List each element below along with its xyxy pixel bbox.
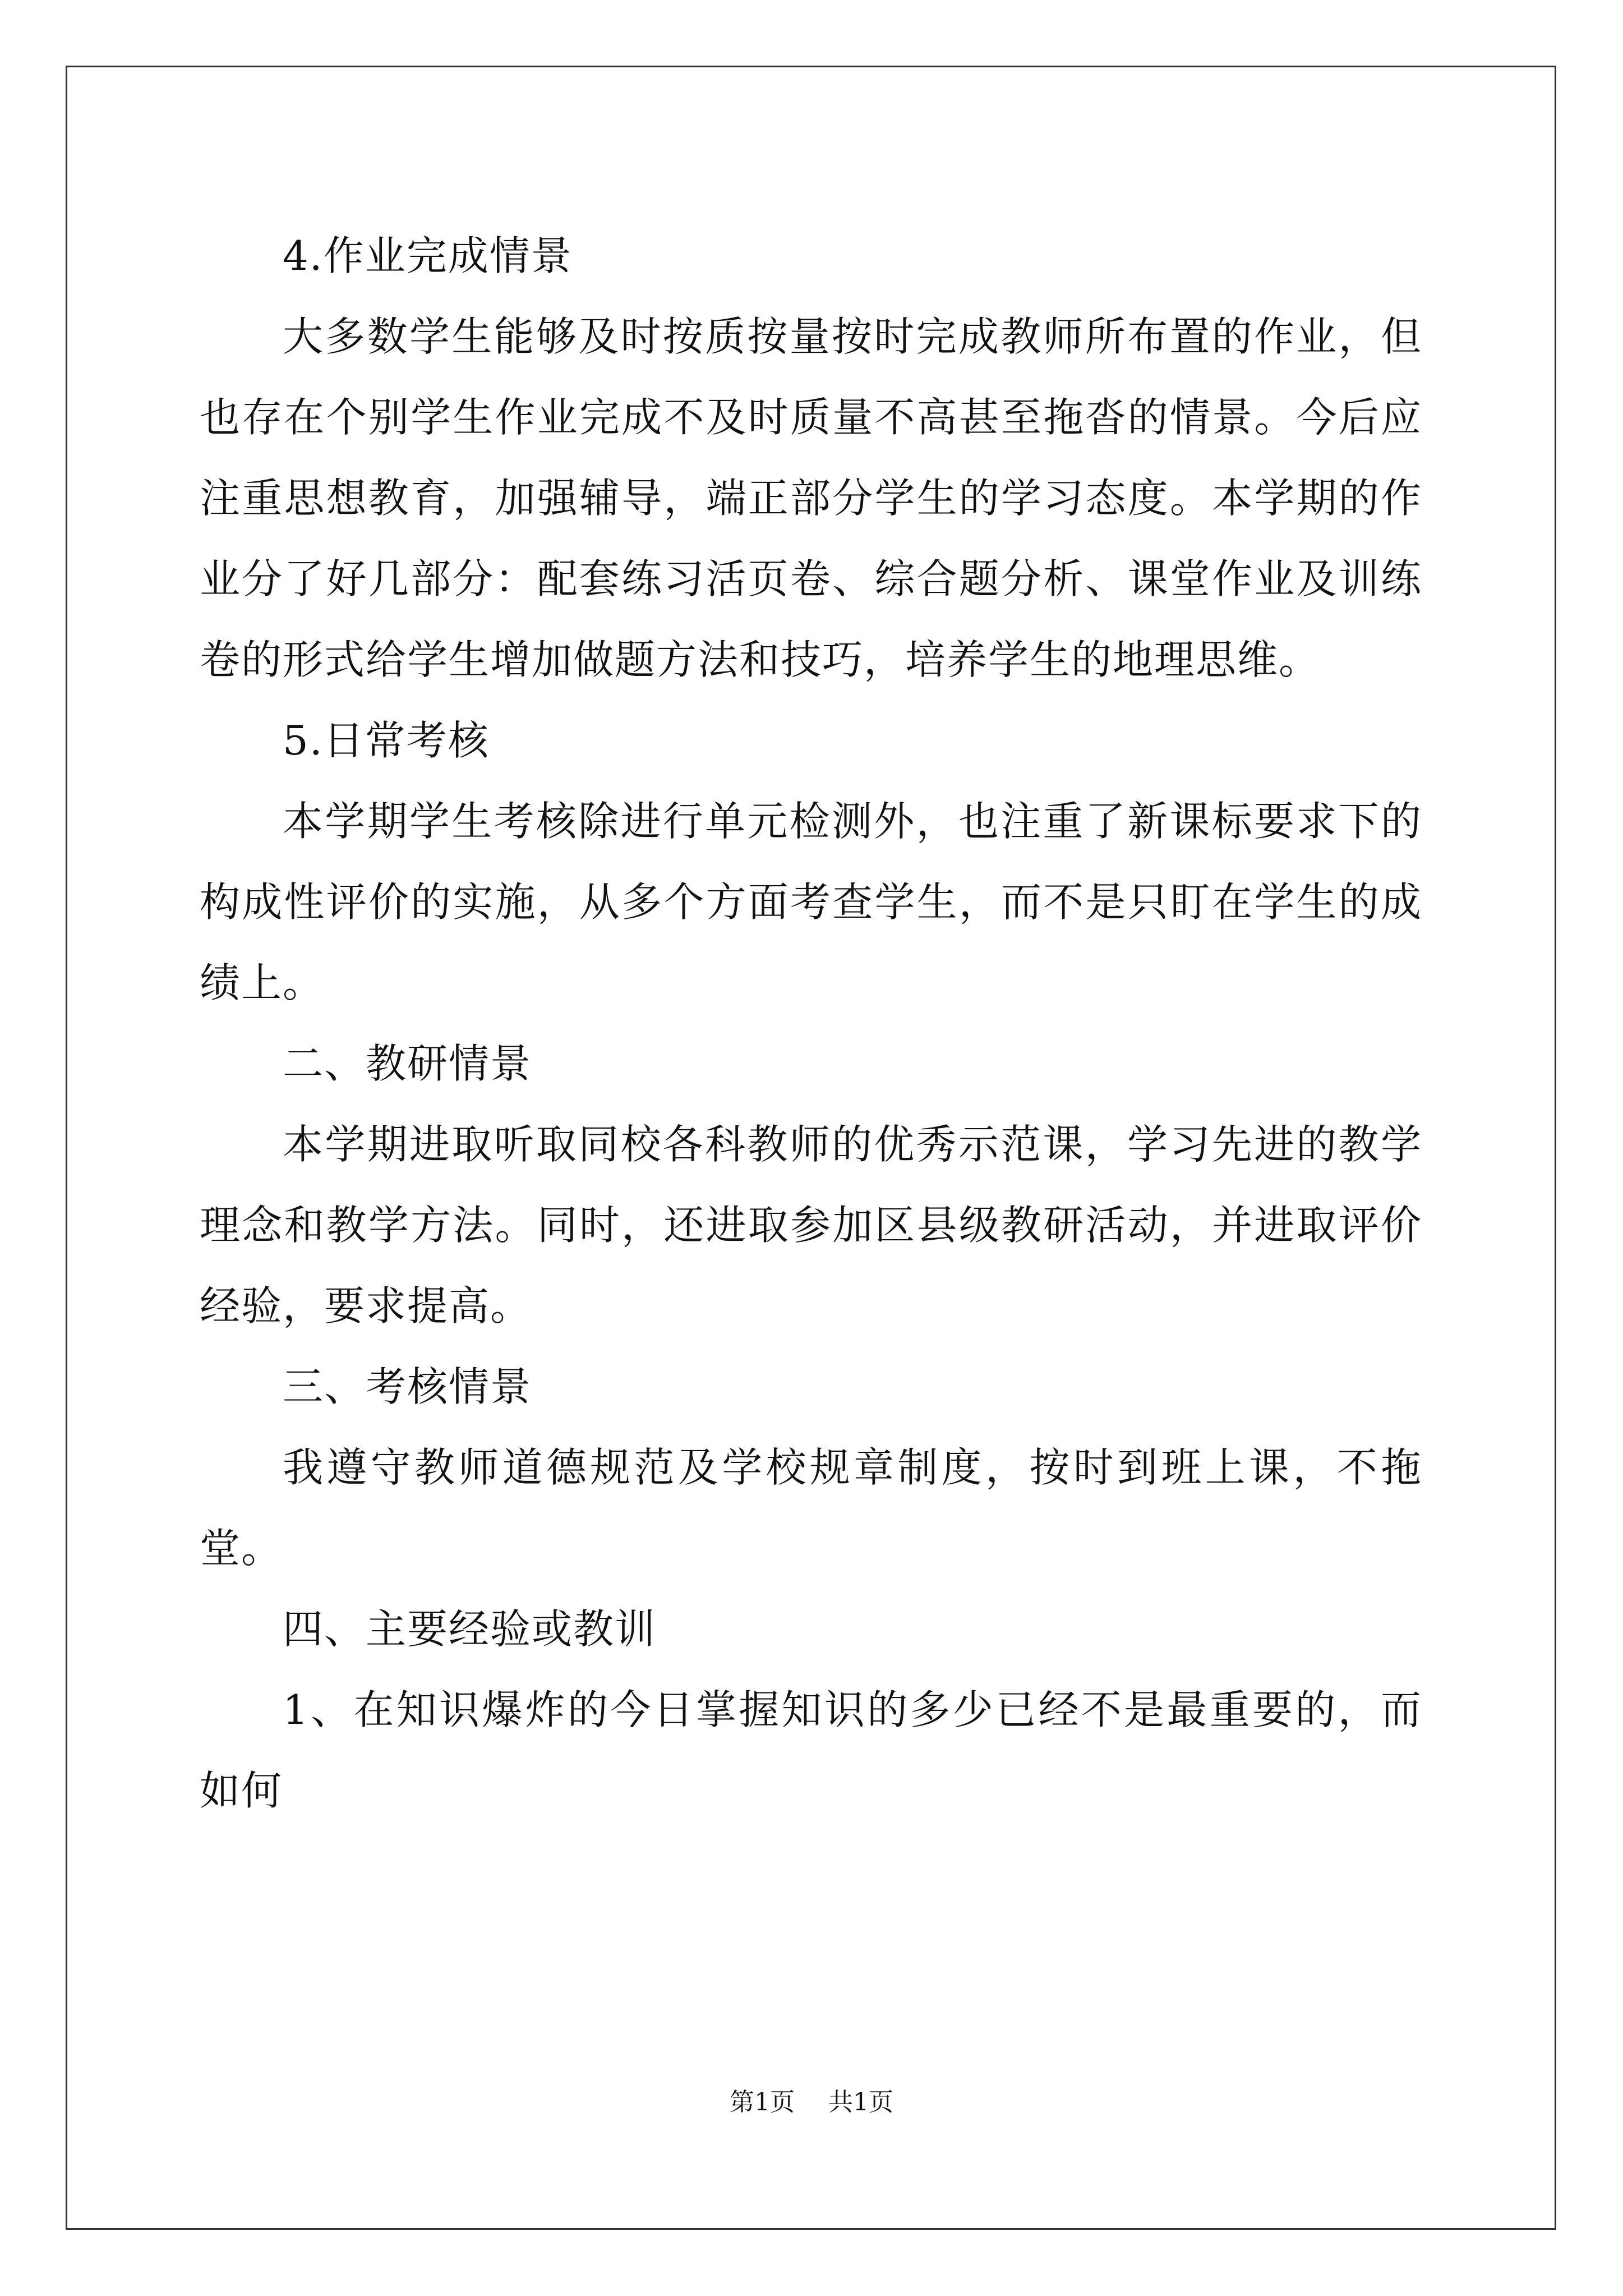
page-total: 共1页 xyxy=(828,2088,893,2116)
heading-evaluation: 三、考核情景 xyxy=(283,1363,532,1410)
paragraph-daily-assessment: 本学期学生考核除进行单元检测外，也注重了新课标要求下的构成性评价的实施，从多个方面考查学生，而不是只盯在学生的成绩上。 xyxy=(200,798,1422,1006)
paragraph-evaluation: 我遵守教师道德规范及学校规章制度，按时到班上课，不拖堂。 xyxy=(200,1444,1422,1572)
document-body xyxy=(200,215,1422,1831)
paragraph-homework: 大多数学生能够及时按质按量按时完成教师所布置的作业，但也存在个别学生作业完成不及时质量不高甚至拖沓的情景。今后应注重思想教育，加强辅导，端正部分学生的学习态度。本学期的作业分了好几部分：配套练习活页卷、综合题分析、课堂作业及训练卷的形式给学生增加做题方法和技巧，培养学生的地理思维。 xyxy=(200,313,1422,683)
page-number: 第1页 xyxy=(730,2088,795,2116)
heading-daily-assessment: 5.日常考核 xyxy=(283,717,490,764)
paragraph-experience: 1、在知识爆炸的今日掌握知识的多少已经不是最重要的，而如何 xyxy=(200,1686,1422,1814)
page-footer xyxy=(0,2086,1623,2119)
heading-teaching-research: 二、教研情景 xyxy=(283,1040,532,1087)
heading-homework: 4.作业完成情景 xyxy=(283,232,573,279)
paragraph-teaching-research: 本学期进取听取同校各科教师的优秀示范课，学习先进的教学理念和教学方法。同时，还进取参加区县级教研活动，并进取评价经验，要求提高。 xyxy=(200,1121,1422,1329)
heading-experience: 四、主要经验或教训 xyxy=(283,1605,657,1653)
